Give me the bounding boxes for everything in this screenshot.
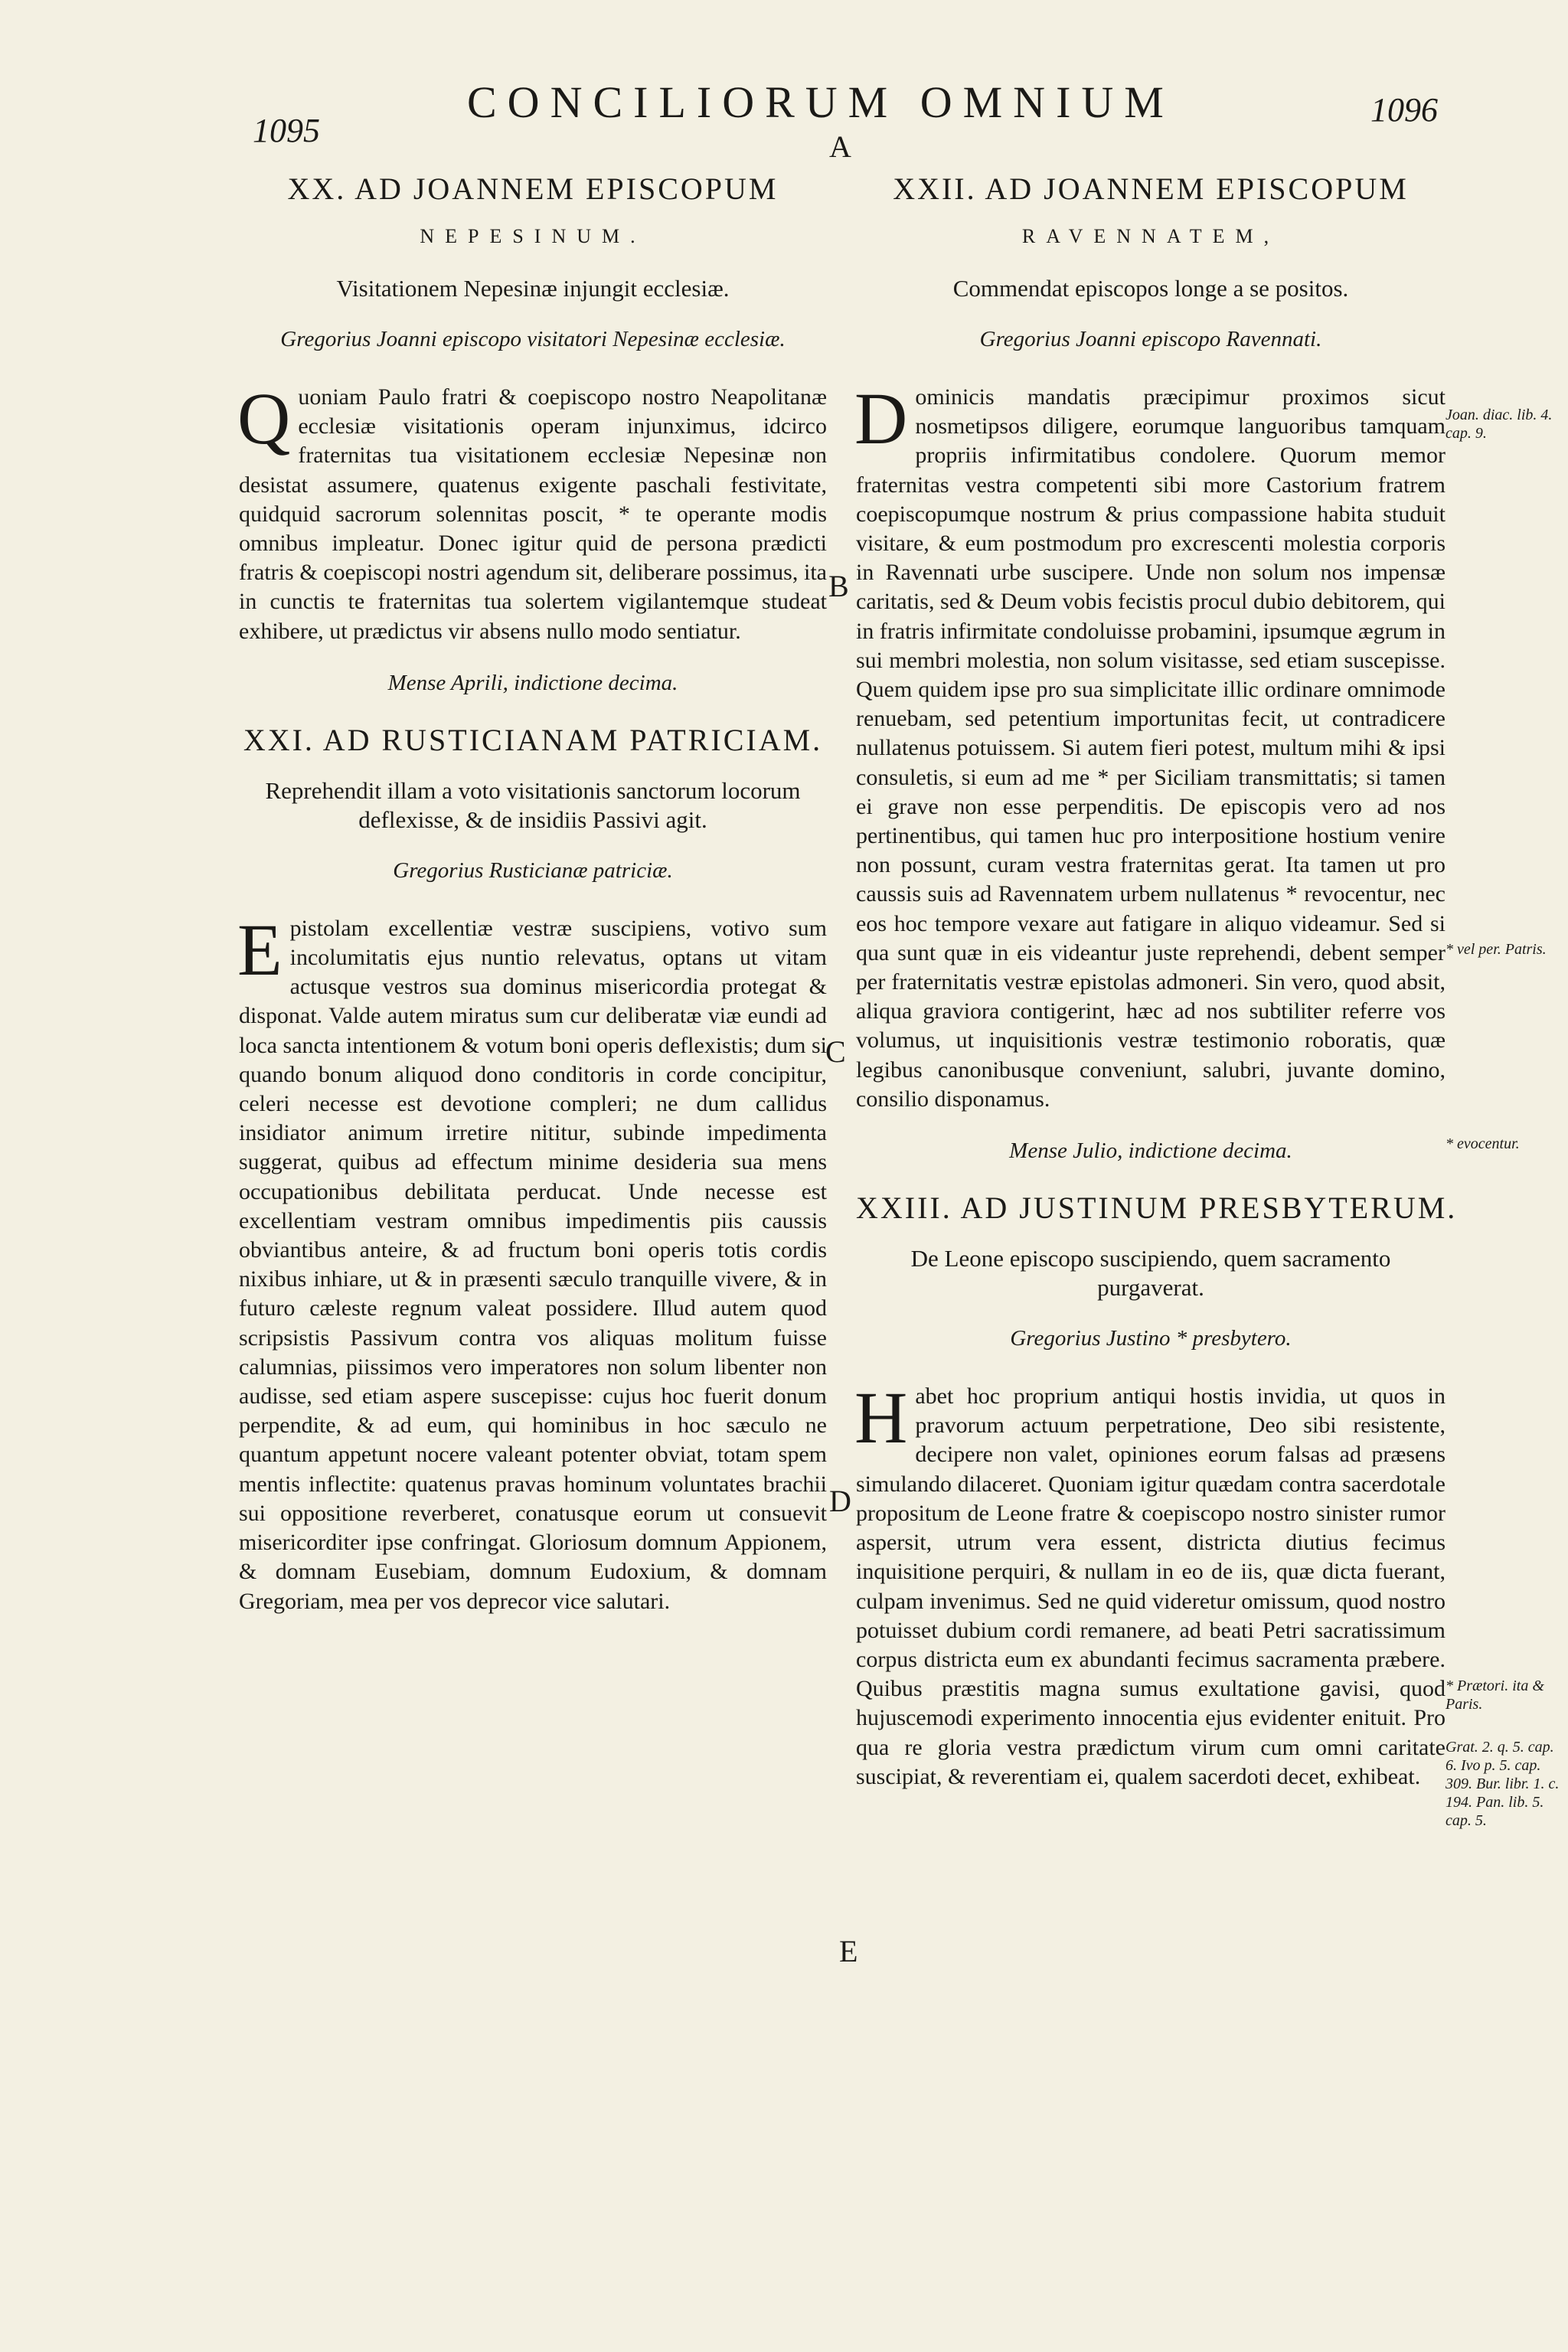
letter-body: [237, 908, 827, 1616]
letter-title: XX. AD JOANNEM EPISCOPUM: [287, 172, 779, 206]
page-header: [0, 77, 1568, 149]
letter-xxiii: [854, 1190, 1458, 1792]
letter-summary: Commendat episcopos longe a se positos.: [952, 275, 1349, 302]
letter-xxii: [856, 171, 1446, 1164]
left-page-number: 1095: [253, 112, 320, 149]
running-title: CONCILIORUM OMNIUM: [467, 77, 1174, 127]
margin-note: * vel per. Patris.: [1446, 941, 1547, 958]
letter-summary: Visitationem Nepesinæ injungit ecclesiæ.: [336, 275, 730, 302]
column-letter-e: E: [839, 1934, 858, 1968]
column-letter-c: C: [825, 1034, 846, 1069]
letter-subtitle: RAVENNATEM,: [1021, 225, 1280, 247]
column-letter-b: B: [828, 569, 849, 603]
letter-body: [854, 377, 1446, 1114]
letter-subtitle: NEPESINUM.: [420, 225, 646, 247]
letter-salutation: Gregorius Joanni episcopo visitatori Nepesinæ ecclesiæ.: [280, 327, 786, 351]
drop-cap: H: [854, 1377, 908, 1459]
right-column: [854, 157, 1458, 1792]
letter-text: uoniam Paulo fratri & coepiscopo nostro Neapolitanæ ecclesiæ visitationis operam injunximus, idcirco fraternitas tua visitationem ecclesiæ Nepesinæ non desistat assumere, quatenus exigente paschali festivitate, quidquid sacrorum solennitas poscit, * te operante modis omnibus impleatur. Donec igitur quid de persona prædicti fratris & coepiscopi nostri agendum sit, deliberare possimus, ita in cunctis te fraternitas tua solertem vigilantemque studeat exhibere, ut prædictus vir absens nullo modo sentiatur.: [239, 384, 827, 644]
letter-text: ominicis mandatis præcipimur proximos sicut nosmetipsos diligere, eorumque languoribus tamquam propriis infirmitatibus condolere. Quorum memor fraternitas vestra competenti sibi more Castorium fratrem coepiscopumque nostrum & prius compassione habita studuit visitare, & eum postmodum pro excrescenti molestia corporis in Ravennati urbe suscipere. Unde non solum nos impensæ caritatis, sed & Deum vobis fecistis procul dubio debitorem, qui in fratris infirmitate condoluisse probamini, ipsumque ægrum in sui membri molestia, non solum visitasse, sed etiam suscepisse. Quem quidem ipse pro sua simplicitate illic ordinare omnimode renuebam, sed petentium importunitas fecit, ut contradicere nullatenus potuissem. Si autem fieri potest, multum mihi & ipsi consuletis, si eum ad me * per Siciliam transmittatis; si tamen ei grave non esse perpenditis. De episcopis vero ad nos pertinentibus, qui tamen huc pro interpositione hostium venire non possunt, curam vestra fraternitas gerat. Ita tamen ut pro caussis suis ad Ravennatem urbem nullatenus * revocentur, nec eos hoc tempore vexare aut fatigare in aliquo videamur. Sed si qua sunt quæ in eis videantur juste reprehendi, debent semper per fraternitatis vestræ epistolas admoneri. Sin vero, quod absit, aliqua graviora contigerint, hæc ad nos subtiliter referre vos volumus, ut inquisitionis vestræ testimonio roboratis, quæ legibus canonibusque conveniunt, salubri, juvante domino, consilio disponamus.: [856, 384, 1446, 1112]
column-letter-d: D: [829, 1484, 851, 1518]
drop-cap: Q: [237, 377, 291, 459]
letter-salutation: Gregorius Joanni episcopo Ravennati.: [979, 327, 1322, 351]
margin-note: * evocentur.: [1446, 1135, 1520, 1152]
drop-cap: E: [237, 908, 283, 991]
letter-title: XXI. AD RUSTICIANAM PATRICIAM.: [243, 722, 823, 757]
letter-text: pistolam excellentiæ vestræ suscipiens, votivo sum incolumitatis ejus nuntio relevatus, optans ut vitam actusque vestros sua dominus misericordia protegat & disponat. Valde autem miratus sum cur deliberatæ viæ eundi ad loca sancta intentionem & votum boni operis deflexistis; dum si quando bonum aliquod dono conditoris in corde concipitur, celeri necesse est devotione compleri; ne dum callidus insidiator animum irretire nititur, subinde impedimenta suggerat, quibus ad effectum minime desideria sua mens occupationibus debilitata perducat. Unde necesse est excellentiam vestram omnibus impedimentis piis caussis obviantibus anteire, & ad fructum boni operis totis cordis nixibus inhiare, ut & in præsenti sæculo tranquille vivere, & in futuro cæleste regnum valeat possidere. Illud autem quod scripsistis Passivum contra vos aliquas molitum fuisse calumnias, piissimos vero imperatores non solum libenter non audisse, sed etiam aspere suscepisse: cujus hoc fuerit donum perpendite, & ad eum, qui hominibus in hoc sæculo ne quantum appetunt nocere valeant potenter obviat, totam spem mentis inflectite: quatenus pravas hominum voluntates brachii sui oppositione reverberet, conatusque eorum ut consuevit misericorditer ipse confringat. Gloriosum domnum Appionem, & domnam Eusebiam, domnum Eudoxium, & domnam Gregoriam, mea per vos deprecor vice salutari.: [239, 915, 827, 1614]
letter-text: abet hoc proprium antiqui hostis invidia, ut quos in pravorum actuum perpetratione, Deo sibi resistente, decipere non valet, opiniones eorum falsas ad præsens simulando dilaceret. Quoniam igitur quædam contra sacerdotale propositum de Leone fratre & coepiscopo nostro sinister rumor aspersit, utrum vera essent, districta diutius fecimus inquisitione perquiri, & nullam in eo de iis, quæ dicta fuerant, culpam invenimus. Sed ne quid videretur omissum, quod nostro potuisset dubium cordi remanere, ad beati Petri sacratissimum corpus districta eum ex abundanti fecimus sacramenta præbere. Quibus præstitis magna sumus exultatione gavisi, quod hujuscemodi experimento innocentia ejus evidenter enituit. Pro qua re gloria vestra prædictum virum cum omni caritate suscipiat, & reverentiam ei, qualem sacerdoti decet, exhibeat.: [856, 1383, 1446, 1789]
drop-cap: D: [854, 377, 908, 459]
letter-salutation: Gregorius Justino * presbytero.: [1010, 1326, 1292, 1351]
letter-body: [854, 1377, 1446, 1792]
letter-title: XXII. AD JOANNEM EPISCOPUM: [893, 172, 1409, 206]
margin-note: Grat. 2. q. 5. cap. 6. Ivo p. 5. cap. 309. Bur. libr. 1. c. 194. Pan. lib. 5. cap. 5.: [1446, 1739, 1560, 1829]
left-column: [239, 157, 827, 1616]
letter-title: XXIII. AD JUSTINUM PRESBYTERUM.: [856, 1191, 1458, 1226]
letter-xx: [239, 171, 827, 696]
column-letter-a: A: [829, 129, 851, 164]
letter-summary: Reprehendit illam a voto visitationis sanctorum locorum deflexisse, & de insidiis Passivi agit.: [265, 776, 801, 833]
right-page-number: 1096: [1370, 91, 1438, 129]
letter-date: Mense Aprili, indictione decima.: [387, 670, 678, 695]
letter-xxi: [239, 722, 827, 1616]
letter-date: Mense Julio, indictione decima.: [1009, 1138, 1292, 1164]
letter-summary: De Leone episcopo suscipiendo, quem sacramento purgaverat.: [910, 1245, 1391, 1302]
margin-note: * Prætori. ita & Paris.: [1446, 1677, 1544, 1713]
letter-body: [237, 377, 827, 646]
letter-salutation: Gregorius Rusticianæ patriciæ.: [393, 858, 673, 883]
margin-note: Joan. diac. lib. 4. cap. 9.: [1446, 407, 1553, 442]
